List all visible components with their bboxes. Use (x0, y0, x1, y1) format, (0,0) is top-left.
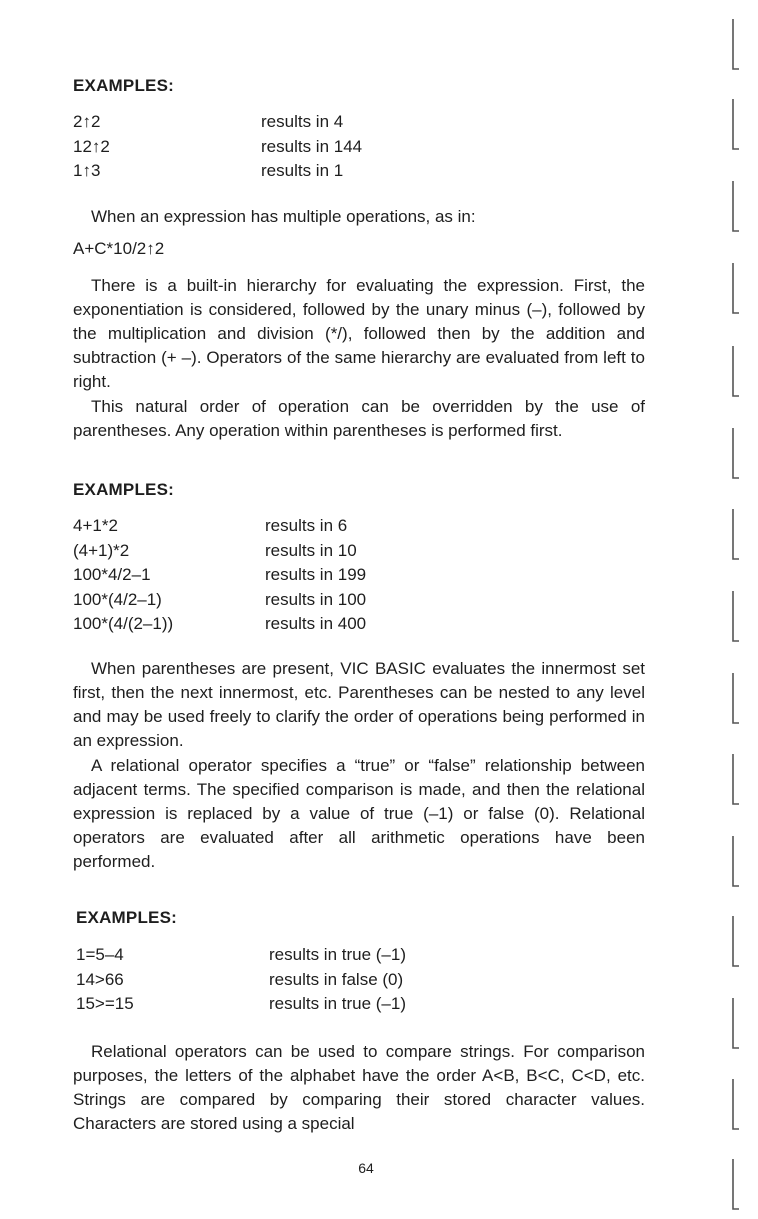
edge-tab-mark (731, 1158, 740, 1210)
example-expression: 4+1*2 (73, 516, 118, 535)
example-result: results in true (–1) (269, 945, 406, 964)
example-expression: 100*(4/(2–1)) (73, 614, 174, 633)
example-expression: 1=5–4 (76, 945, 124, 964)
edge-tab-mark (731, 997, 740, 1049)
example-expression: 2↑2 (73, 112, 101, 131)
relational-paragraph: A relational operator specifies a “true” or “false” relationship between adjacent terms. The specified comparison is made, and then the relational expression is replaced by a value of true (–1) or false (0). Relational operators are evaluated after all arithmetic operations have been performed. (73, 756, 645, 871)
edge-tab-mark (731, 590, 740, 642)
edge-tab-mark (731, 180, 740, 232)
formula: A+C*10/2↑2 (73, 239, 165, 258)
example-expression: (4+1)*2 (73, 540, 130, 560)
edge-tab-mark (731, 753, 740, 805)
example-result: results in true (–1) (269, 994, 406, 1013)
page-number: 64 (358, 1160, 374, 1176)
intro-paragraph: When an expression has multiple operations, as in: (91, 207, 476, 226)
examples-heading-3: EXAMPLES: (76, 908, 177, 927)
example-expression: 1↑3 (73, 161, 101, 180)
example-result: results in 400 (265, 614, 367, 633)
edge-tab-mark (731, 262, 740, 314)
examples-heading-2: EXAMPLES: (73, 480, 174, 499)
edge-tab-mark (731, 915, 740, 967)
example-result: results in 199 (265, 565, 367, 584)
example-result: results in 4 (261, 112, 344, 131)
example-expression: 100*(4/2–1) (73, 589, 162, 609)
strings-paragraph: Relational operators can be used to compare strings. For comparison purposes, the letters of the alphabet have the order A<B, B<C, C<D, etc. Strings are compared by comparing their stored character values. Characters are stored using a special (73, 1042, 645, 1133)
example-result: results in 6 (265, 516, 348, 535)
edge-tab-mark (731, 98, 740, 150)
parentheses-paragraph: This natural order of operation can be overridden by the use of parentheses. Any operation within parentheses is performed first. (73, 397, 645, 440)
nesting-paragraph: When parentheses are present, VIC BASIC evaluates the innermost set first, then the next innermost, etc. Parentheses can be nested to any level and may be used freely to clarify the order of operations being performed in an expression. (73, 659, 645, 750)
example-result: results in 144 (261, 136, 363, 156)
example-expression: 15>=15 (76, 994, 134, 1013)
hierarchy-paragraph: There is a built-in hierarchy for evaluating the expression. First, the exponentiation is considered, followed by the unary minus (–), followed by the multiplication and division (*/), followed then by the addition and subtraction (+ –). Operators of the same hierarchy are evaluated from left to right. (73, 276, 645, 391)
edge-tab-mark (731, 1078, 740, 1130)
example-expression: 14>66 (76, 969, 124, 989)
example-result: results in 10 (265, 540, 357, 560)
example-result: results in 100 (265, 589, 367, 609)
example-result: results in 1 (261, 161, 344, 180)
examples-heading-1: EXAMPLES: (73, 76, 174, 95)
edge-tab-mark (731, 18, 740, 70)
edge-tab-mark (731, 835, 740, 887)
example-expression: 100*4/2–1 (73, 565, 151, 584)
example-result: results in false (0) (269, 969, 404, 989)
edge-tab-mark (731, 672, 740, 724)
edge-tab-mark (731, 427, 740, 479)
edge-tab-mark (731, 508, 740, 560)
example-expression: 12↑2 (73, 136, 110, 156)
edge-tab-mark (731, 345, 740, 397)
